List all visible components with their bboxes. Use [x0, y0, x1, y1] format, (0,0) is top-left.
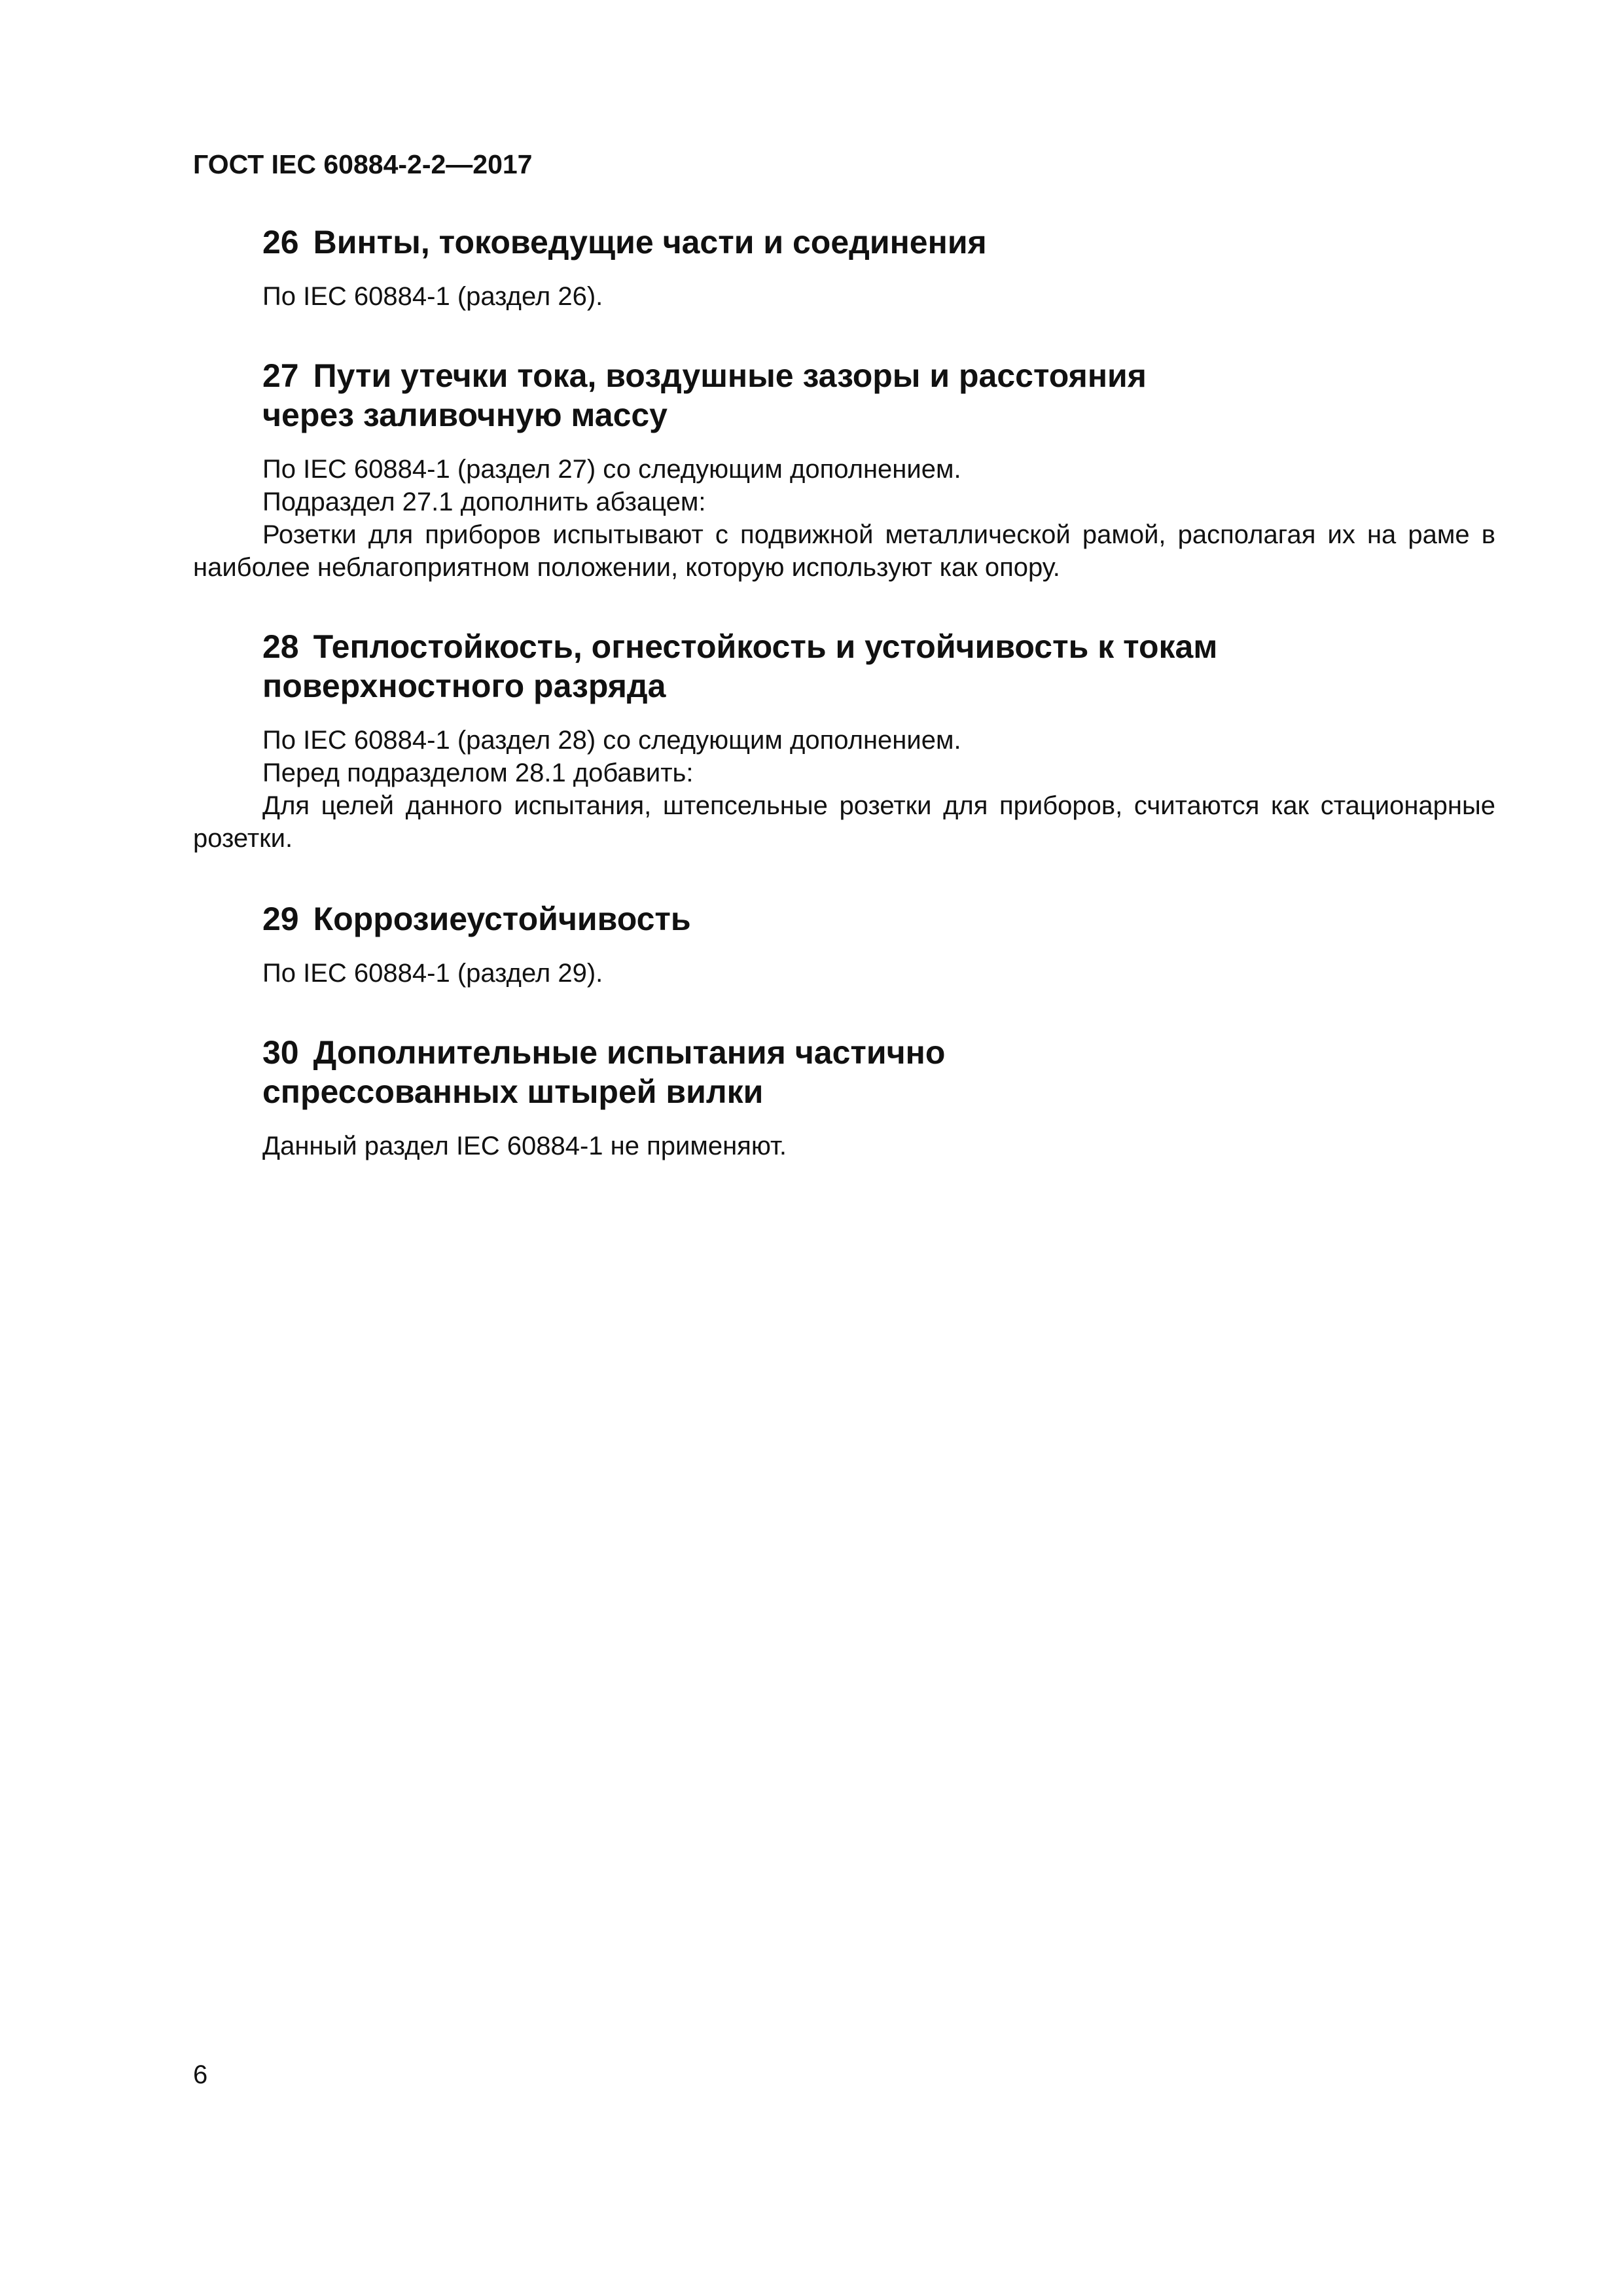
- paragraph: По IEC 60884-1 (раздел 27) со следующим дополнением.: [262, 455, 961, 484]
- section-30: [193, 1033, 1495, 1162]
- section-heading: [262, 223, 1495, 262]
- section-title-continued: поверхностного разряда: [262, 668, 666, 704]
- section-title: Пути утечки тока, воздушные зазоры и расстояния: [313, 357, 1147, 394]
- paragraph: Подраздел 27.1 дополнить абзацем:: [262, 488, 706, 516]
- section-title: Винты, токоведущие части и соединения: [313, 224, 987, 260]
- paragraph: По IEC 60884-1 (раздел 29).: [262, 959, 603, 988]
- section-number: 27: [262, 357, 299, 394]
- section-title-continued: спрессованных штырей вилки: [262, 1073, 764, 1110]
- paragraph: Для целей данного испытания, штепсельные розетки для приборов, считаются как стационарные розетки.: [193, 791, 1495, 853]
- section-title-continued: через заливочную массу: [262, 397, 668, 433]
- section-number: 28: [262, 628, 299, 665]
- section-29: [193, 899, 1495, 990]
- paragraph: Розетки для приборов испытывают с подвижной металлической рамой, располагая их на раме в наиболее неблагоприятном положении, которую используют как опору.: [193, 520, 1495, 582]
- section-heading: [262, 899, 1495, 939]
- section-title: Дополнительные испытания частично: [313, 1034, 946, 1071]
- section-27: [193, 356, 1495, 584]
- paragraph: Перед подразделом 28.1 добавить:: [262, 759, 694, 787]
- paragraph: Данный раздел IEC 60884-1 не применяют.: [262, 1132, 787, 1160]
- section-heading: [262, 1033, 1495, 1111]
- section-number: 26: [262, 224, 299, 260]
- section-heading: [262, 627, 1495, 706]
- section-heading: [262, 356, 1495, 435]
- page-number: 6: [193, 2060, 208, 2089]
- section-28: [193, 627, 1495, 855]
- paragraph: По IEC 60884-1 (раздел 28) со следующим дополнением.: [262, 726, 961, 755]
- section-number: 29: [262, 901, 299, 937]
- section-title: Коррозиеустойчивость: [313, 901, 691, 937]
- section-number: 30: [262, 1034, 299, 1071]
- paragraph: По IEC 60884-1 (раздел 26).: [262, 282, 603, 311]
- section-title: Теплостойкость, огнестойкость и устойчивость к токам: [313, 628, 1218, 665]
- section-26: [193, 223, 1495, 313]
- document-id-header: ГОСТ IEC 60884-2-2—2017: [193, 149, 533, 179]
